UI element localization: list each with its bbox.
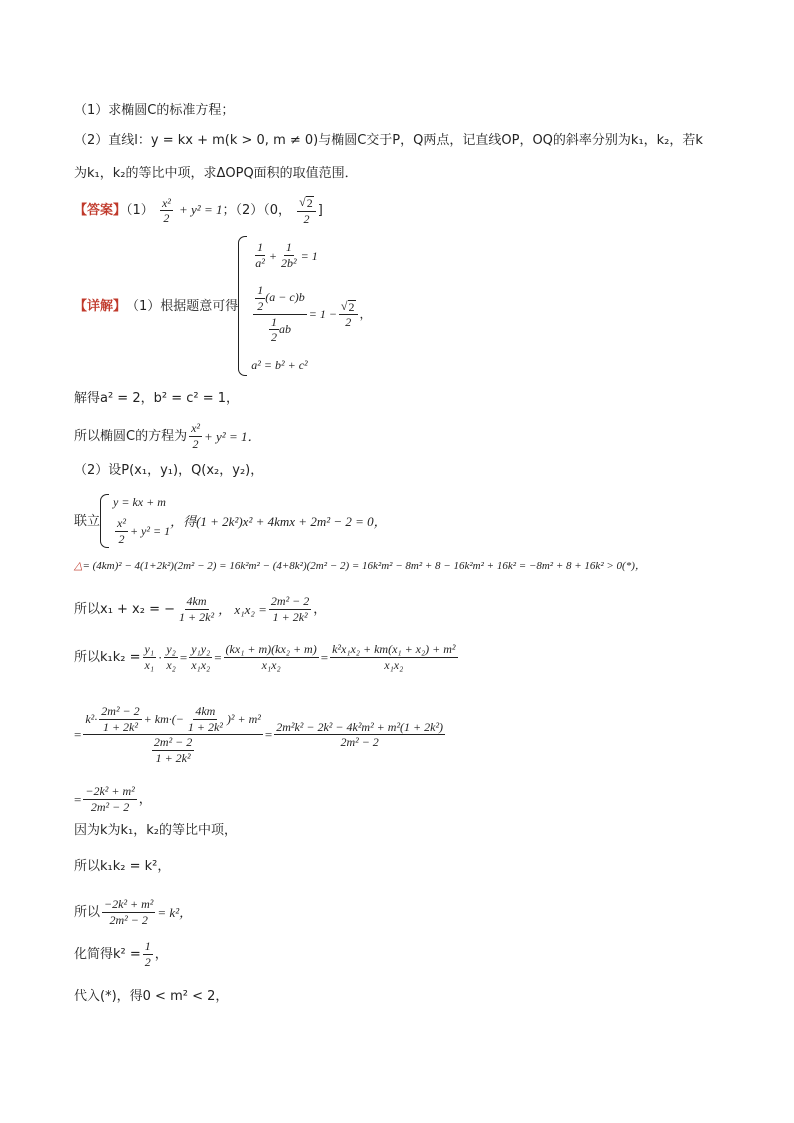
simplify-prefix: 化简得k² =	[74, 946, 141, 962]
vieta-row: 所以x₁ + x₂ = − $\frac{4km}{\text{1 + 2k²}}$ ， x₁x₂ = $\frac{\text{2m² − 2}}{\text{1 + 2k²}}$ ，	[74, 594, 327, 624]
so-suffix: = k²，	[157, 904, 193, 920]
so-prefix: 所以	[74, 904, 101, 920]
ellipse-eq-suffix: + y² = 1．	[204, 428, 261, 444]
ellipse-equation-row: 所以椭圆C的方程为 $\frac{\text{x²}}{2}$ + y² = 1．	[74, 421, 261, 451]
geo-mean-line: 因为k为k₁，k₂的等比中项，	[74, 823, 238, 838]
k1k2-row: 所以k₁k₂ = $\frac{\text{y₁}}{\text{x₁}}$ · $\frac{\text{y₂}}{\text{x₂}}$ = $\frac{\text{y₁y₂}}{\text{x₁x₂}}$ = $\frac{\text{(kx₁ + m)(kx₂ + m)}}{\text{x₁x₂}}$ = $\frac{\text{k²x₁x₂ + km(x₁ + x₂) + m²}}{\text{x₁x₂}}$	[74, 642, 456, 672]
ellipse-fraction: $\frac{\text{x²}}{2}$	[161, 195, 171, 226]
simplify-row: 化简得k² = $\frac{1}{2}$ ，	[74, 939, 168, 969]
equation-system-2: y = kx + m $\frac{\text{x²}}{2}$ + y² = 1	[100, 494, 170, 548]
delta-icon: △	[74, 560, 83, 572]
big-fraction-row: = k²· $\frac{\text{2m² − 2}}{\text{1 + 2k²}}$ + km·(− $\frac{4km}{\text{1 + 2k²}}$ )² + m² $\frac{\text{2m² − 2}}{\text{1 + 2k²}}$ = $\frac{\text{2m²k² − 2k² − 4k²m² + m²(1 + 2k²)}}{\text{2m² − 2}}$	[74, 704, 444, 765]
part2-setup: （2）设P(x₁，y₁)，Q(x₂，y₂)，	[74, 463, 264, 478]
question-2-line-1: （2）直线l：y = kx + m(k > 0, m ≠ 0)与椭圆C交于P，Q两点，记直线OP，OQ的斜率分别为k₁，k₂，若k	[74, 133, 703, 148]
detail-intro: （1）根据题意可得	[126, 298, 239, 314]
answer-end: ]	[317, 203, 323, 219]
answer-row: 【答案】（1） $\frac{\text{x²}}{2}$ + y² = 1；（2）（0， √ 2 2 ]	[74, 195, 323, 226]
kk-prefix: 所以k₁k₂ =	[74, 649, 141, 665]
sqrt2-over-2: √ 2 2	[297, 196, 316, 225]
detail-row	[74, 236, 372, 376]
answer-text-2: ；（2）（0，	[222, 203, 292, 219]
equation-system-1: $\frac{1}{\text{a²}}$ + $\frac{1}{\text{2b²}}$ = 1 $\frac{1}{2}$ (a − c)b $\frac{1}{2}$ ab = 1 − √ 2 2 ， a² = b² + c²	[238, 236, 371, 376]
solve-line: 解得a² = 2，b² = c² = 1，	[74, 391, 240, 406]
question-1: （1）求椭圆C的标准方程；	[74, 103, 235, 118]
delta-row	[74, 561, 646, 572]
answer-text-1: （1）	[126, 203, 154, 219]
kk-eq-line: 所以k₁k₂ = k²，	[74, 859, 171, 874]
detail-label: 【详解】	[74, 298, 127, 314]
substitute-line: 代入(*)，得0 < m² < 2，	[74, 989, 229, 1004]
lianli-result: ，得(1 + 2k²)x² + 4kmx + 2m² − 2 = 0，	[170, 513, 387, 529]
so-row: 所以 $\frac{\text{−2k² + m²}}{\text{2m² − 2}}$ = k²，	[74, 897, 193, 927]
ellipse-eq-prefix: 所以椭圆C的方程为	[74, 428, 188, 444]
reduced-row: = $\frac{\text{−2k² + m²}}{\text{2m² − 2}}$ ，	[74, 784, 152, 814]
lianli-row	[74, 494, 387, 548]
lianli-label: 联立	[74, 513, 101, 529]
vieta-prefix: 所以x₁ + x₂ = −	[74, 601, 176, 617]
answer-label: 【答案】	[74, 203, 127, 219]
delta-line: = (4km)² − 4(1+2k²)(2m² − 2) = 16k²m² − (4+8k²)(2m² − 2) = 16k²m² − 8m² + 8 − 16k²m² + 16k² = −8m² + 8 + 16k² > 0(*)，	[82, 560, 646, 572]
question-2-line-2: 为k₁，k₂的等比中项，求ΔOPQ面积的取值范围．	[74, 166, 358, 181]
